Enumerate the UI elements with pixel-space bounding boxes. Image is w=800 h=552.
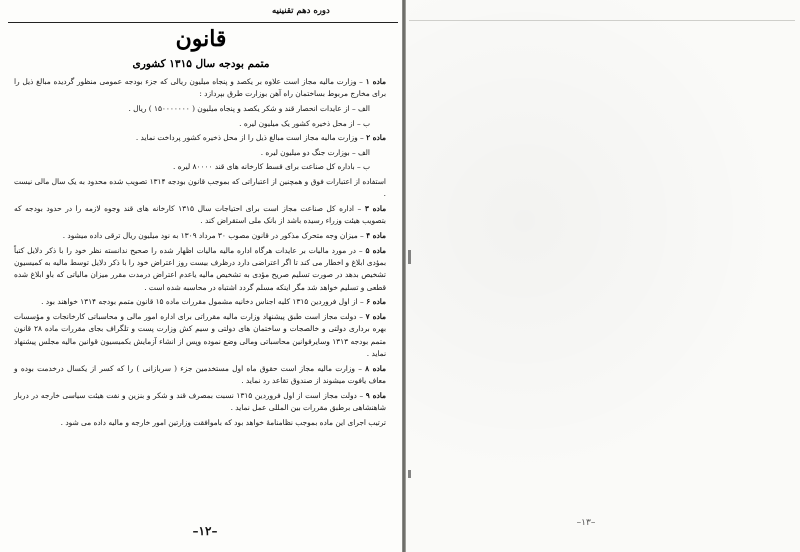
article-text: – دولت مجاز است از اول فروردین ۱۳۱۵ نسبت بمصرف قند و شکر و بنزین و نفت هیئت سیاسی خارجه در دربار شاهنشاهی برطبق مقررات بین المللی عمل نماید . <box>14 390 386 413</box>
article-text: الف – بوزارت جنگ دو میلیون لیره . <box>260 147 370 157</box>
article-text: – دولت مجاز است طبق پیشنهاد وزارت مالیه مقرراتی برای اداره امور مالی و محاسباتی کارخانجات و مؤسسات بهره برداری دولتی و خالصجات و ساختمان های دولتی و سیم کش وزارت پست و تلگراف بجای مقررات ماده ۲۸ قانون متمم بودجه ۱۳۱۳ وسایرقوانین محاسباتی ومالی وضع نموده وپس از انشاء آزمایش بکمیسیون قوانین مالیه مجلس پیشنهاد نماید . <box>14 311 387 359</box>
law-paragraph <box>14 103 386 115</box>
article-text: – وزارت مالیه مجاز است حقوق ماه اول مستخدمین جزء ( سربازانی ) را که کسر از یکسال درخدمت بوده و معاف یافوت میشوند از صندوق تقاعد رد نماید . <box>14 363 386 386</box>
article-label: ماده ۲ <box>366 133 386 143</box>
article-label: ماده ۸ <box>365 363 386 373</box>
ink-smudge <box>408 250 411 264</box>
law-paragraph <box>14 147 386 159</box>
law-paragraph <box>14 296 386 308</box>
faint-header-rule <box>409 20 795 21</box>
article-text: – وزارت مالیه مجاز است علاوه بر یکصد و پنجاه میلیون ریالی که جزء بودجه عمومی منظور گردیده مبالغ ذیل را برای مخارج مربوط بساختمان راه آهن بوزارت طرق بپردازد : <box>14 77 386 99</box>
law-paragraph <box>14 417 386 429</box>
law-paragraph <box>14 203 386 228</box>
article-label: ماده ۳ <box>364 203 387 213</box>
page-number: –۱۲– <box>192 524 218 538</box>
law-paragraph <box>14 118 386 130</box>
faint-page-number: –۱۳– <box>576 518 596 528</box>
article-text: ترتیب اجرای این ماده بموجب نظامنامهٔ خواهد بود که باموافقت وزارتین امور خارجه و مالیه داده می شود . <box>60 417 386 427</box>
running-head: دوره دهم تقنینیه <box>272 6 330 16</box>
article-label: ماده ۹ <box>365 390 386 400</box>
law-body <box>14 76 386 431</box>
article-text: – از اول فروردین ۱۳۱۵ کلیه اجناس دخانیه مشمول مقررات ماده ۱۵ قانون متمم بودجه ۱۳۱۴ خواهند بود . <box>41 297 364 307</box>
article-text: – میزان وجه متحرک مذکور در قانون مصوب ۳۰ مرداد ۱۳۰۹ به نود میلیون ریال ترقی داده میشود . <box>62 230 364 240</box>
law-paragraph <box>14 161 386 173</box>
law-paragraph <box>14 363 386 388</box>
article-text: – وزارت مالیه مجاز است مبالغ ذیل را از محل ذخیره کشور پرداخت نماید . <box>135 133 364 143</box>
law-paragraph <box>14 245 386 295</box>
law-paragraph <box>14 132 386 144</box>
ink-smudge <box>408 470 411 478</box>
page-subtitle: متمم بودجه سال ۱۳۱۵ کشوری <box>132 58 270 70</box>
law-paragraph <box>14 390 386 415</box>
article-label: ماده ۱ <box>365 77 387 86</box>
header-rule <box>8 22 398 23</box>
law-paragraph <box>14 176 386 201</box>
article-label: ماده ۷ <box>365 311 386 321</box>
article-text: استفاده از اعتبارات فوق و همچنین از اعتباراتی که بموجب قانون بودجه ۱۳۱۴ تصویب شده محدود به یک سال مالی نیست . <box>14 176 386 199</box>
page-title: قانون <box>175 26 227 52</box>
article-text: ب – باداره کل صناعت برای قسط کارخانه های قند ۸۰۰۰۰ لیره . <box>173 162 370 172</box>
article-label: ماده ۶ <box>366 297 386 307</box>
article-text: – اداره کل صناعت مجاز است برای احتیاجات سال ۱۳۱۵ کارخانه های قند وجوه لازمه را در حدود بودجه که بتصویب هیئت وزراء رسیده باشد از بانک ملی استقراض کند . <box>14 203 386 226</box>
law-paragraph <box>14 311 386 361</box>
law-paragraph <box>14 230 386 242</box>
article-label: ماده ۴ <box>366 230 386 240</box>
law-paragraph <box>14 76 386 101</box>
article-label: ماده ۵ <box>365 245 387 255</box>
article-text: ب – از محل ذخیره کشور یک میلیون لیره . <box>239 118 370 128</box>
article-text: الف – از عایدات انحصار قند و شکر یکصد و پنجاه میلیون ( ۱۵۰۰۰۰۰۰۰ ) ریال . <box>128 104 370 113</box>
right-page <box>406 0 800 552</box>
article-text: – در مورد مالیات بر عایدات هرگاه اداره مالیه مالیات اظهار شده را صحیح ندانسته نظر خود را با ذکر دلایل کتباً بمؤدی ابلاغ و اخطار می کند تا اگر اعتراضی دارد درظرف بیست روز اعتراض خود را با ذکر دلایل توسط مالیه به کمیسیون تشخیص بدهد در صورت تسلیم صریح مؤدی به تشخیص مالیه یاعدم اعتراض درمدت مقرر میزان مالیاتی که باو ابلاغ شده قطعی و تسلیم خواهد شد مگر اینکه مسلم گردد اشتباه در محاسبه شده است . <box>14 245 386 292</box>
